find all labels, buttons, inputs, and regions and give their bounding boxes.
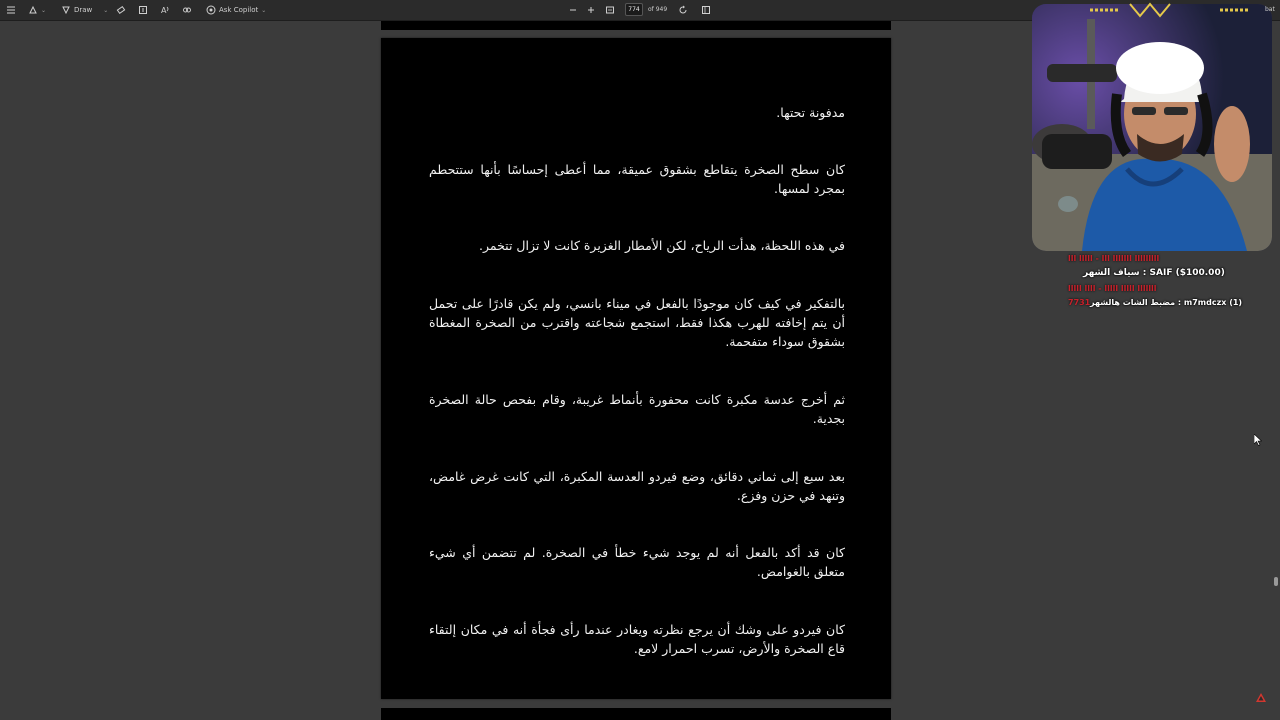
rotate-button[interactable] bbox=[678, 0, 688, 20]
paragraph: مدفونة تحتها. bbox=[776, 105, 845, 120]
pen-icon bbox=[61, 5, 71, 15]
erase-button[interactable] bbox=[116, 0, 126, 20]
overlay-red-line-1: ااااااااا ااااااا ااا - ااااا ااا bbox=[1068, 254, 1160, 263]
paragraph: بعد سبع إلى ثماني دقائق، وضع فيردو العدسة المكبرة، التي كانت غرض غامض، وتنهد في حزن وفزع. bbox=[429, 469, 845, 503]
draw-label: Draw bbox=[74, 6, 93, 14]
next-page-edge bbox=[381, 708, 891, 720]
webcam-image bbox=[1032, 4, 1272, 251]
rotate-icon bbox=[678, 5, 688, 15]
highlight-button[interactable] bbox=[28, 0, 46, 20]
immersive-reader-button[interactable] bbox=[182, 0, 192, 20]
pdf-page bbox=[381, 38, 891, 699]
ask-copilot-label: Ask Copilot bbox=[219, 6, 259, 14]
fit-page-button[interactable] bbox=[605, 0, 615, 20]
read-aloud-button[interactable] bbox=[160, 0, 170, 20]
minus-icon bbox=[569, 6, 577, 14]
plus-icon bbox=[587, 6, 595, 14]
overlay-red-line-3: 7731 bbox=[1068, 298, 1091, 307]
top-right-label: bat bbox=[1265, 6, 1275, 13]
previous-page-edge bbox=[381, 21, 891, 30]
chevron-down-icon: ⌄ bbox=[41, 6, 47, 14]
page-number-input[interactable] bbox=[625, 3, 643, 16]
draw-button[interactable] bbox=[61, 0, 108, 20]
list-icon bbox=[6, 5, 16, 15]
svg-text:A: A bbox=[161, 6, 167, 15]
immersive-reader-icon bbox=[182, 5, 192, 15]
paragraph: كان سطح الصخرة يتقاطع بشقوق عميقة، مما أعطى إحساسًا بأنها ستتحطم بمجرد لمسها. bbox=[429, 162, 845, 196]
top-chatter-label: مضبط الشات هالشهر : m7mdczx (1) bbox=[1090, 298, 1243, 307]
chevron-down-icon: ⌄ bbox=[261, 6, 267, 14]
eraser-icon bbox=[116, 5, 126, 15]
page-view-button[interactable] bbox=[701, 0, 711, 20]
pdf-file-icon[interactable] bbox=[1255, 692, 1267, 704]
contents-button[interactable] bbox=[6, 0, 16, 20]
page-view-icon bbox=[701, 5, 711, 15]
paragraph: كان قد أكد بالفعل أنه لم يوجد شيء خطأ في الصخرة. لم تتضمن أي شيء متعلق بالغوامض. bbox=[429, 545, 845, 579]
zoom-in-button[interactable] bbox=[587, 0, 595, 20]
ask-copilot-button[interactable] bbox=[206, 0, 266, 20]
chevron-down-icon: ⌄ bbox=[103, 6, 109, 14]
mouse-cursor-icon bbox=[1254, 434, 1262, 446]
streamer-webcam bbox=[1032, 4, 1272, 251]
top-supporter-label: سياف الشهر : SAIF ($100.00) bbox=[1083, 268, 1225, 278]
paragraph: في هذه اللحظة، هدأت الرياح، لكن الأمطار الغزيرة كانت لا تزال تتخمر. bbox=[479, 238, 845, 253]
fit-page-icon bbox=[605, 5, 615, 15]
scrollbar-thumb[interactable] bbox=[1274, 577, 1278, 586]
overlay-red-line-2: ااااااا ااااا ااااا - اااا ااااا bbox=[1068, 284, 1157, 293]
zoom-out-button[interactable] bbox=[569, 0, 577, 20]
paragraph: ثم أخرج عدسة مكبرة كانت محفورة بأنماط غريبة، وقام بفحص حالة الصخرة بجدية. bbox=[429, 392, 845, 426]
paragraph: بالتفكير في كيف كان موجودًا بالفعل في ميناء بانسي، ولم يكن قادرًا على تحمل أن يتم إخافته للهرب هكذا فقط، استجمع شجاعته واقترب من الصخرة المغطاة بشقوق سوداء متفحمة. bbox=[429, 296, 845, 349]
copilot-icon bbox=[206, 5, 216, 15]
text-box-icon bbox=[138, 5, 148, 15]
text-box-button[interactable] bbox=[138, 0, 148, 20]
read-aloud-icon bbox=[160, 5, 170, 15]
crown-icon bbox=[1080, 0, 1260, 22]
highlighter-icon bbox=[28, 5, 38, 15]
page-total-label: of 949 bbox=[648, 6, 668, 13]
paragraph: كان فيردو على وشك أن يرجع نظرته ويغادر عندما رأى فجأة أنه في مكان إلتقاء قاع الصخرة والأرض، تسرب احمرار لامع. bbox=[429, 622, 845, 656]
